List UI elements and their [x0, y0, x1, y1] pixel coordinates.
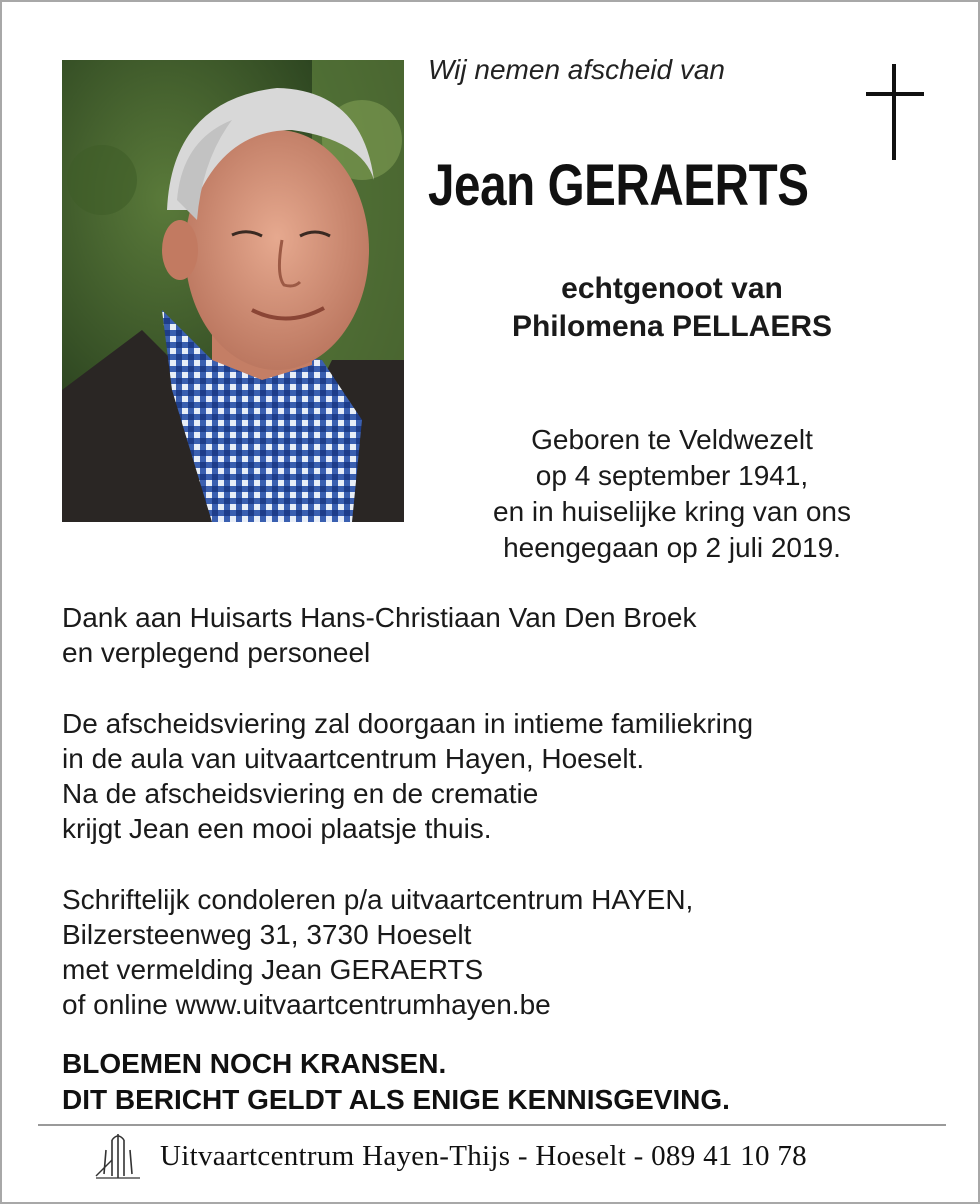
intro-text: Wij nemen afscheid van	[428, 54, 726, 85]
cross-icon	[866, 64, 924, 160]
deceased-name: Jean GERAERTS	[428, 153, 809, 218]
thanks-paragraph	[62, 600, 932, 670]
condolences-line: Bilzersteenweg 31, 3730 Hoeselt	[62, 919, 472, 950]
birth-line: op 4 september 1941,	[535, 460, 809, 491]
ceremony-line: in de aula van uitvaartcentrum Hayen, Hoeselt.	[62, 743, 645, 774]
condolences-paragraph	[62, 882, 932, 1022]
spouse-label: echtgenoot van	[561, 272, 783, 305]
closing-line-flowers: BLOEMEN NOCH KRANSEN.	[62, 1048, 447, 1079]
funeral-home-logo-icon	[92, 1130, 144, 1182]
condolences-line: Schriftelijk condoleren p/a uitvaartcentrum HAYEN,	[62, 884, 694, 915]
thanks-line: Dank aan Huisarts Hans-Christiaan Van Den Broek	[62, 602, 697, 633]
portrait-photo	[62, 60, 404, 522]
ceremony-line: De afscheidsviering zal doorgaan in intieme familiekring	[62, 708, 754, 739]
spouse-block	[442, 270, 902, 346]
birth-line: Geboren te Veldwezelt	[531, 424, 813, 455]
closing-notice	[62, 1046, 942, 1118]
spouse-name: Philomena PELLAERS	[511, 310, 833, 343]
ceremony-line: krijgt Jean een mooi plaatsje thuis.	[62, 813, 492, 844]
funeral-home-contact: Uitvaartcentrum Hayen-Thijs - Hoeselt - 089 41 10 78	[160, 1140, 807, 1172]
birth-line: en in huiselijke kring van ons	[493, 496, 851, 527]
footer-divider	[38, 1124, 946, 1126]
condolences-line: met vermelding Jean GERAERTS	[62, 954, 484, 985]
closing-line-notice: DIT BERICHT GELDT ALS ENIGE KENNISGEVING.	[62, 1084, 730, 1115]
thanks-line: en verplegend personeel	[62, 637, 371, 668]
ceremony-paragraph	[62, 706, 932, 846]
birth-line: heengegaan op 2 juli 2019.	[503, 532, 841, 563]
birth-death-details	[442, 422, 902, 566]
ceremony-line: Na de afscheidsviering en de crematie	[62, 778, 539, 809]
condolences-line: of online www.uitvaartcentrumhayen.be	[62, 989, 551, 1020]
